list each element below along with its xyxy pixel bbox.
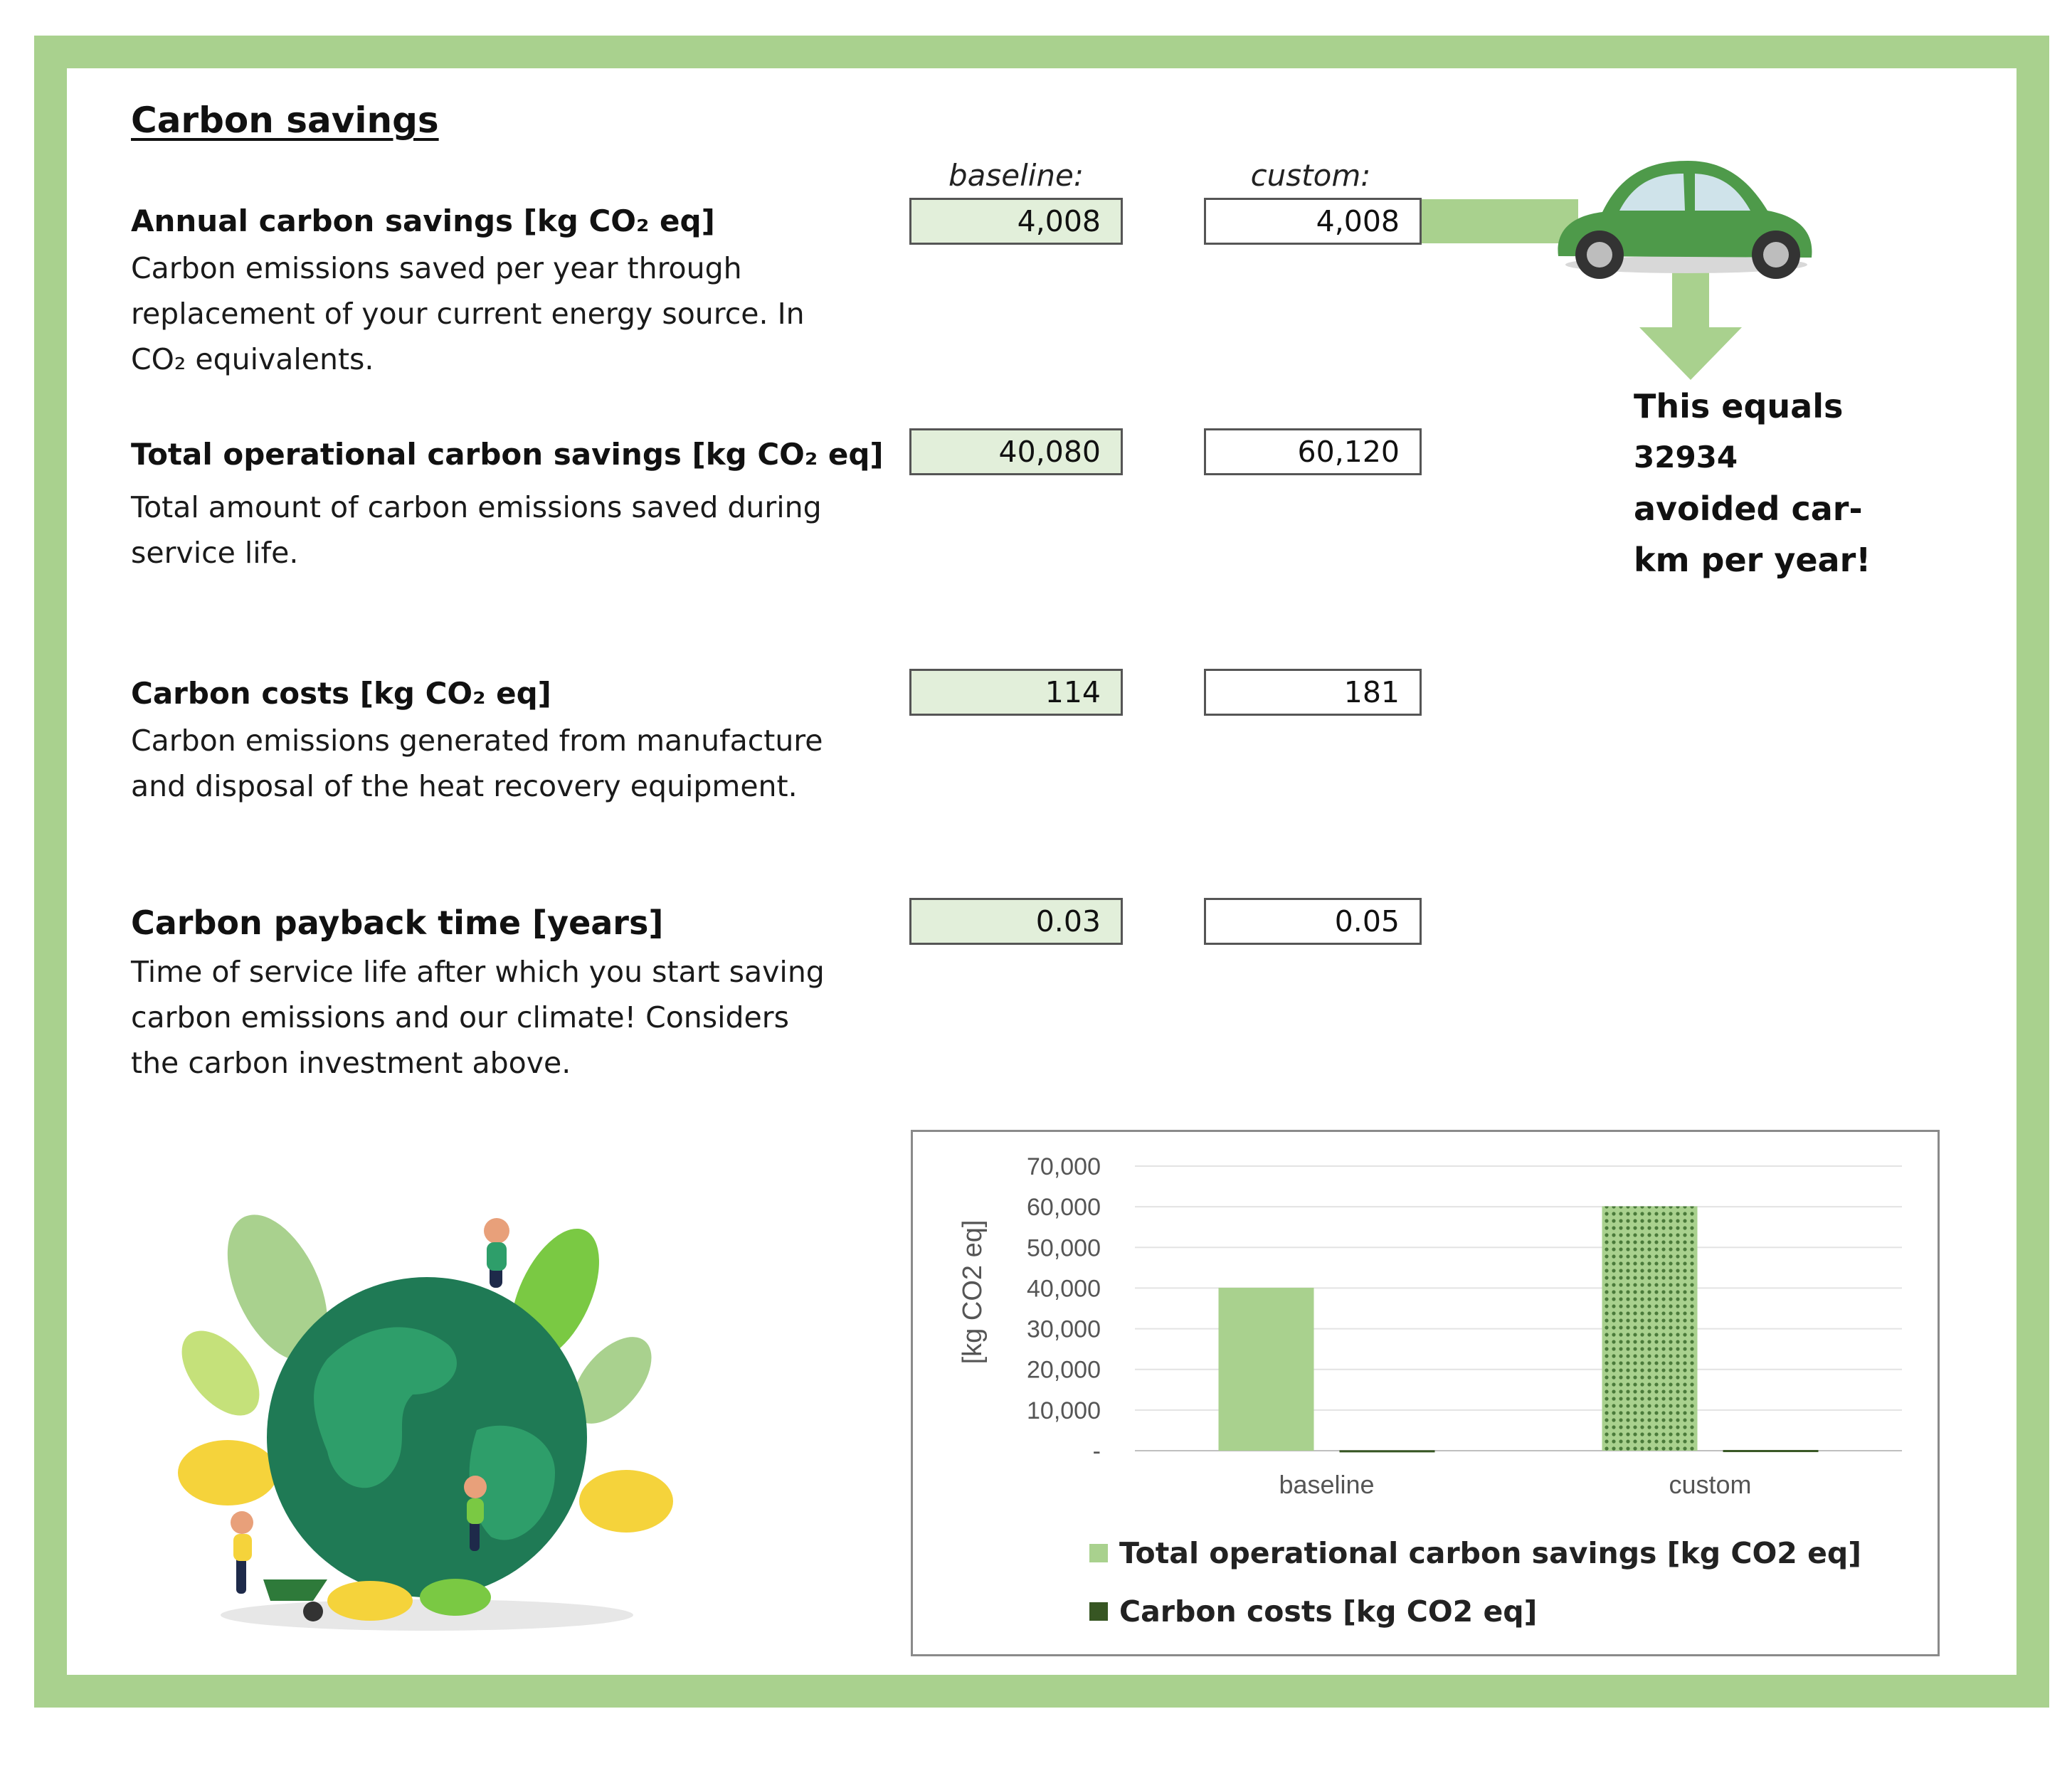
metric-carbon-costs <box>131 676 842 809</box>
metric-title: Carbon payback time [years] <box>131 904 664 942</box>
payback-custom-value: 0.05 <box>1204 898 1422 945</box>
note-value: 32934 <box>1634 440 1738 475</box>
y-tick-label: 60,000 <box>1027 1194 1101 1222</box>
legend-swatch-savings <box>1089 1544 1108 1562</box>
x-tick-label: baseline <box>1279 1470 1375 1499</box>
metric-title: Total operational carbon savings [kg CO₂ eq] <box>131 437 884 472</box>
bar-savings-baseline <box>1219 1288 1314 1451</box>
metric-annual-carbon-savings <box>131 203 842 382</box>
car-callout-graphic <box>1416 142 1857 384</box>
carbon-costs-custom-value: 181 <box>1204 669 1422 716</box>
y-tick-label: 50,000 <box>1027 1234 1101 1262</box>
metric-description: Carbon emissions saved per year through replacement of your current energy source. In CO₂ equivalents. <box>131 251 805 376</box>
car-icon <box>1558 161 1812 279</box>
annual-savings-custom-value: 4,008 <box>1204 198 1422 245</box>
metric-title: Carbon costs [kg CO₂ eq] <box>131 676 551 711</box>
metric-description: Carbon emissions generated from manufacture and disposal of the heat recovery equipment. <box>131 724 823 803</box>
y-tick-label: - <box>1092 1438 1101 1465</box>
y-axis-label: [kg CO2 eq] <box>958 1219 988 1365</box>
legend-swatch-costs <box>1089 1602 1108 1621</box>
metric-title: Annual carbon savings [kg CO₂ eq] <box>131 203 715 238</box>
legend-label: Carbon costs [kg CO2 eq] <box>1119 1594 1538 1629</box>
y-tick-label: 30,000 <box>1027 1316 1101 1343</box>
page-title: Carbon savings <box>131 100 439 141</box>
legend-label: Total operational carbon savings [kg CO2 eq] <box>1119 1536 1861 1570</box>
y-tick-label: 70,000 <box>1027 1153 1101 1180</box>
y-tick-label: 20,000 <box>1027 1356 1101 1384</box>
metric-description: Total amount of carbon emissions saved during service life. <box>131 490 822 570</box>
carbon-costs-baseline-value: 114 <box>909 669 1123 716</box>
column-header-custom: custom: <box>1250 158 1371 193</box>
metric-total-operational-savings <box>131 437 884 576</box>
carbon-chart <box>911 1130 1940 1656</box>
note-line-1: This equals <box>1634 387 1844 425</box>
earth-illustration <box>157 1202 697 1644</box>
payback-baseline-value: 0.03 <box>909 898 1123 945</box>
bar-costs-custom <box>1723 1450 1819 1452</box>
bar-savings-custom <box>1602 1206 1698 1451</box>
metric-carbon-payback-time <box>131 904 842 1086</box>
total-savings-custom-value: 60,120 <box>1204 428 1422 475</box>
bar-costs-baseline <box>1340 1450 1435 1452</box>
y-tick-label: 10,000 <box>1027 1397 1101 1424</box>
legend-item-savings <box>1089 1536 1861 1570</box>
x-tick-label: custom <box>1669 1470 1752 1499</box>
note-line-4: km per year! <box>1634 541 1871 579</box>
car-equivalence-note <box>1634 381 1871 586</box>
note-line-3: avoided car- <box>1634 489 1863 528</box>
annual-savings-baseline-value: 4,008 <box>909 198 1123 245</box>
legend-item-costs <box>1089 1594 1537 1629</box>
connector-bar <box>1422 199 1578 243</box>
metric-description: Time of service life after which you start saving carbon emissions and our climate! Considers the carbon investment above. <box>131 955 825 1080</box>
y-tick-label: 40,000 <box>1027 1275 1101 1303</box>
chart-plot-area <box>913 1132 1938 1516</box>
column-header-baseline: baseline: <box>948 158 1084 193</box>
total-savings-baseline-value: 40,080 <box>909 428 1123 475</box>
